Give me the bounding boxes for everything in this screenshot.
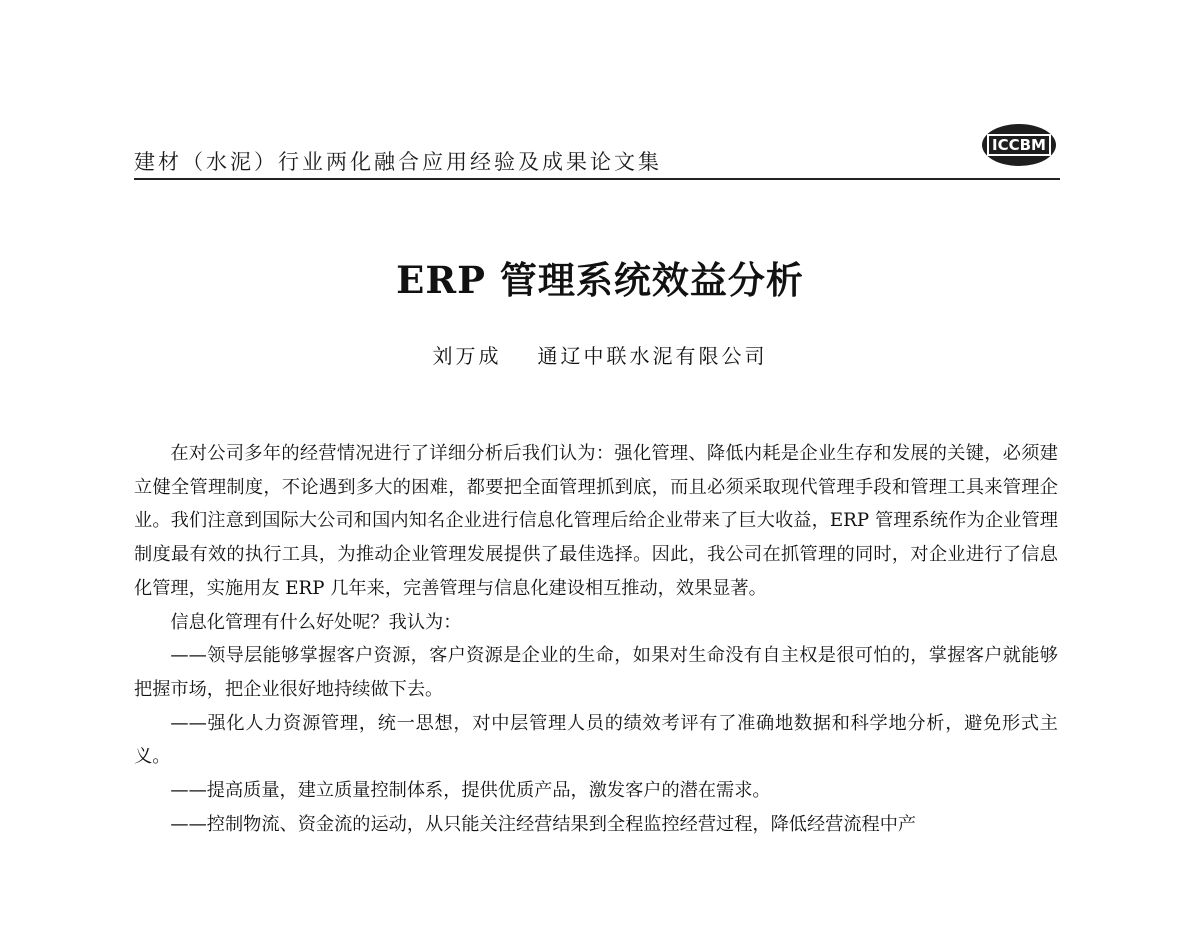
author-affiliation: 通辽中联水泥有限公司 (537, 344, 768, 368)
header-divider (134, 178, 1060, 180)
collection-title: 建材（水泥）行业两化融合应用经验及成果论文集 (134, 150, 662, 174)
paragraph: ——领导层能够掌握客户资源，客户资源是企业的生命，如果对生命没有自主权是很可怕的，掌握客户就能够把握市场，把企业很好地持续做下去。 (134, 645, 1058, 700)
paragraph: ——强化人力资源管理，统一思想，对中层管理人员的绩效考评有了准确地数据和科学地分析，避免形式主义。 (134, 712, 1058, 768)
paper-title: ERP 管理系统效益分析 (396, 258, 804, 302)
author-name: 刘万成 (432, 344, 502, 368)
paragraph: 信息化管理有什么好处呢？我认为： (170, 611, 462, 633)
running-header (134, 136, 1060, 180)
logo-text: ICCBM (987, 134, 1051, 156)
byline (0, 340, 1200, 369)
iccbm-logo (982, 124, 1056, 166)
paragraph: 在对公司多年的经营情况进行了详细分析后我们认为：强化管理、降低内耗是企业生存和发展的关键，必须建立健全管理制度，不论遇到多大的困难，都要把全面管理抓到底，而且必须采取现代管理手段和管理工具来管理企业。我们注意到国际大公司和国内知名企业进行信息化管理后给企业带来了巨大收益，ERP 管理系统作为企业管理制度最有效的执行工具，为推动企业管理发展提供了最佳选择。因此，我公司在抓管理的同时，对企业进行了信息化管理，实施用友 ERP 几年来，完善管理与信息化建设相互推动，效果显著。 (134, 443, 1058, 599)
body-text (134, 437, 1058, 841)
paragraph: ——提高质量，建立质量控制体系，提供优质产品，激发客户的潜在需求。 (170, 780, 771, 802)
paragraph: ——控制物流、资金流的运动，从只能关注经营结果到全程监控经营过程，降低经营流程中产 (170, 813, 917, 835)
